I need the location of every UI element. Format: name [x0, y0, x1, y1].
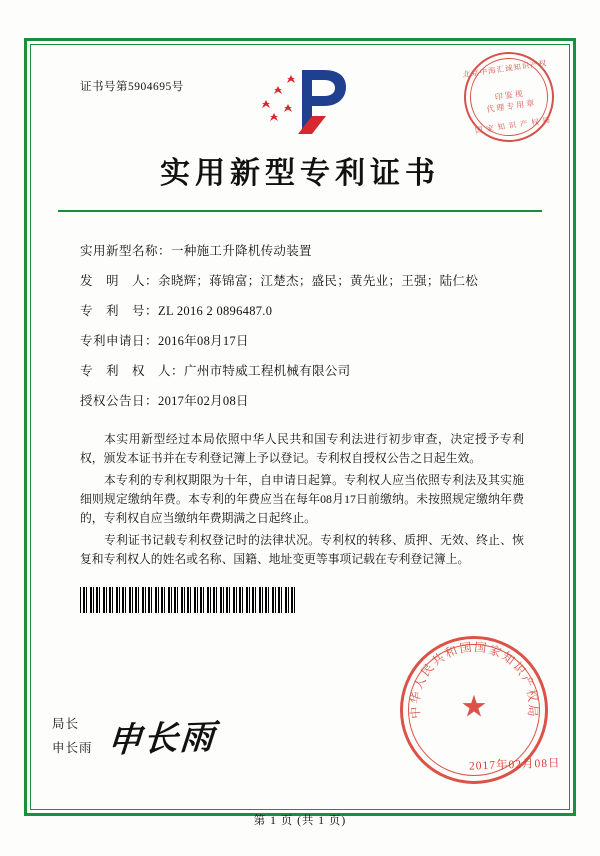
legal-paragraph: 专利证书记载专利权登记时的法律状况。专利权的转移、质押、无效、终止、恢复和专利权人的姓名或名称、国籍、地址变更等事项记载在专利登记簿上。	[80, 533, 524, 566]
field-row	[80, 326, 532, 356]
field-value: 广州市特威工程机械有限公司	[184, 364, 351, 378]
svg-text:中华人民共和国国家知识产权局: 中华人民共和国国家知识产权局	[407, 639, 541, 720]
field-value: 一种施工升降机传动装置	[171, 244, 312, 258]
legal-paragraph: 本专利的专利权期限为十年，自申请日起算。专利权人应当依照专利法及其实施细则规定缴纳年费。本专利的年费应当在每年08月17日前缴纳。未按照规定缴纳年费的，专利权自应当缴纳年费期满之日起终止。	[80, 473, 524, 525]
field-value: 2016年08月17日	[158, 334, 249, 348]
handwritten-signature: 申长雨	[106, 719, 218, 760]
certificate-number: 证书号第5904695号	[80, 81, 184, 93]
director-name-label: 申长雨	[52, 741, 93, 755]
page-title: 实用新型专利证书	[160, 157, 440, 190]
field-label: 专利申请日：	[80, 334, 159, 348]
field-value: 2017年02月08日	[158, 394, 249, 408]
signature-block	[52, 712, 93, 760]
director-title-label: 局长	[52, 717, 80, 731]
field-row	[80, 296, 532, 326]
field-value: 余晓辉；蒋锦富；江楚杰；盛民；黄先业；王强；陆仁松	[158, 274, 479, 288]
legal-text-block	[58, 430, 542, 569]
seal-arc-bottom-text: 国 家 知 识 产 权 局	[474, 115, 552, 136]
field-label: 发 明 人：	[80, 274, 159, 288]
sipo-logo-icon	[240, 60, 360, 144]
legal-paragraph: 本实用新型经过本局依照中华人民共和国专利法进行初步审查，决定授予专利权，颁发本证书并在专利登记簿上予以登记。专利权自授权公告之日起生效。	[80, 432, 524, 465]
barcode	[80, 587, 295, 613]
field-label: 授权公告日：	[80, 394, 159, 408]
field-row	[80, 356, 532, 386]
seal-middle-line2: 代 理 专 用 章	[485, 98, 535, 115]
title-divider	[58, 210, 542, 212]
field-value: ZL 2016 2 0896487.0	[158, 304, 273, 318]
field-label: 专 利 权 人：	[80, 364, 185, 378]
field-row	[80, 386, 532, 416]
field-row	[80, 236, 532, 266]
page-footer: 第 1 页 (共 1 页)	[253, 815, 347, 827]
field-label: 实用新型名称：	[80, 244, 172, 258]
seal-emblem-icon: ★	[460, 690, 488, 724]
seal-middle-line1: 印 鉴 视	[494, 89, 524, 102]
seal-arc-top-text: 北京中海汇诚知识产权	[462, 58, 548, 80]
field-row	[80, 266, 532, 296]
field-label: 专 利 号：	[80, 304, 159, 318]
seal-date: 2017年02月08日	[468, 757, 561, 773]
fields-block	[58, 236, 542, 416]
